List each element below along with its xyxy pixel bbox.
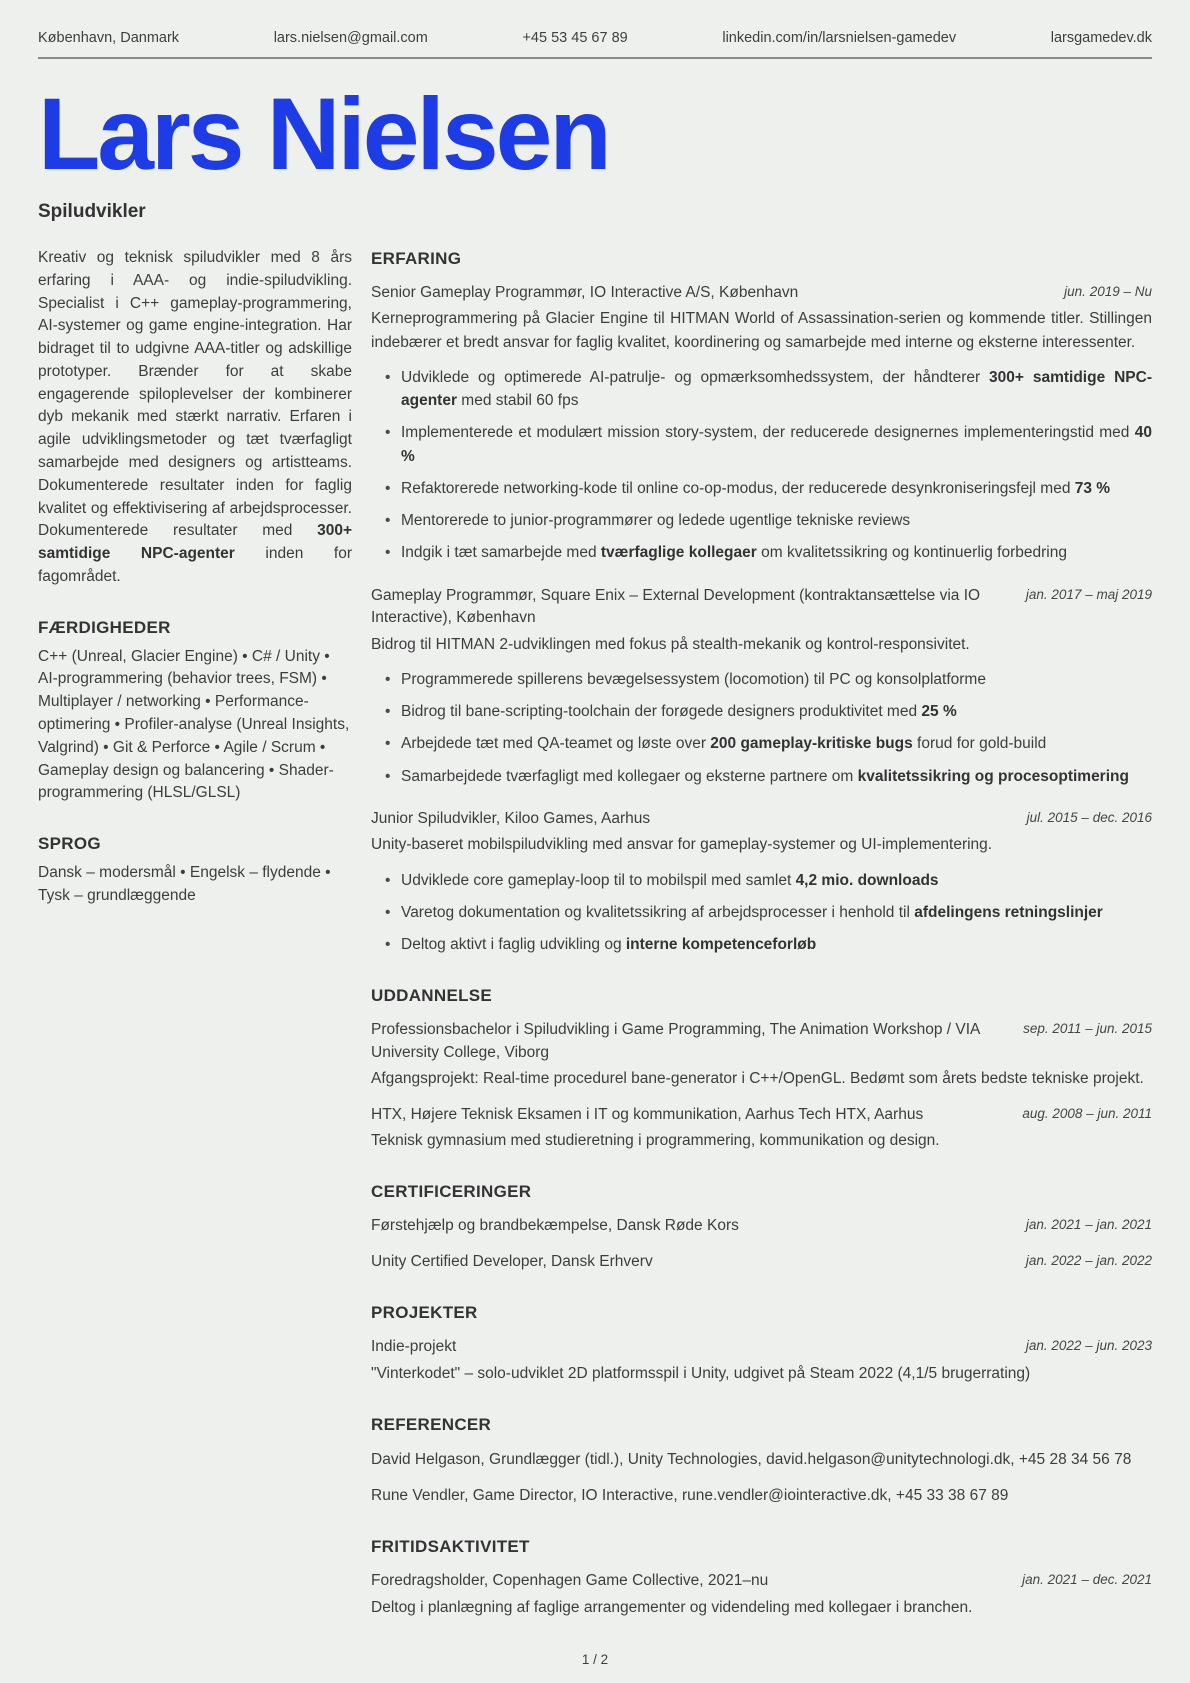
page-number: 1 / 2 xyxy=(581,1652,609,1667)
entry-description: "Vinterkodet" – solo-udviklet 2D platformsspil i Unity, udgivet på Steam 2022 (4,1/5 brugerrating) xyxy=(371,1364,1031,1382)
entry-title: Gameplay Programmør, Square Enix – External Development (kontraktansættelse via IO Interactive), København xyxy=(371,586,981,627)
bold-text: interne kompetenceforløb xyxy=(625,936,817,954)
entry-description: Teknisk gymnasium med studieretning i programmering, kommunikation og design. xyxy=(371,1132,940,1150)
bold-text: 300+ samtidige NPC-agenter xyxy=(401,368,1152,410)
resume-entry xyxy=(371,1448,1152,1471)
bold-text: 25 % xyxy=(921,703,957,721)
person-job-title: Spiludvikler xyxy=(38,201,146,222)
text: Varetog dokumentation og kvalitetssikring af arbejdsprocesser i henhold til xyxy=(401,903,915,921)
resume-section xyxy=(371,986,1152,1152)
right-column xyxy=(371,247,1152,1619)
text: Deltog aktivt i faglig udvikling og xyxy=(401,936,626,954)
bold-text: kvalitetssikring og procesoptimering xyxy=(857,767,1129,785)
section-heading: REFERENCER xyxy=(371,1414,492,1434)
left-section-heading: SPROG xyxy=(38,834,101,854)
bullet-item xyxy=(385,668,1152,691)
resume-entry xyxy=(371,282,1152,565)
text: Indgik i tæt samarbejde med xyxy=(401,544,601,562)
text: inden for fagområdet. xyxy=(38,545,352,585)
bullet-item xyxy=(385,700,1152,723)
bold-text: 300+ samtidige NPC-agenter xyxy=(38,522,352,563)
left-column xyxy=(38,247,352,1619)
contact-item: lars.nielsen@gmail.com xyxy=(273,30,428,46)
bullet-item xyxy=(385,901,1152,924)
contact-item: +45 53 45 67 89 xyxy=(522,30,628,46)
resume-entry xyxy=(371,1019,1152,1090)
bullet-item xyxy=(385,541,1152,564)
resume-section xyxy=(371,1415,1152,1508)
resume-entry xyxy=(371,1484,1152,1507)
bullet-item xyxy=(385,509,1152,532)
text: Mentorerede to junior-programmører og ledede ugentlige tekniske reviews xyxy=(401,512,911,530)
entry-title: Professionsbachelor i Spiludvikling i Game Programming, The Animation Workshop / VIA University College, Viborg xyxy=(371,1021,980,1061)
text: med stabil 60 fps xyxy=(457,392,579,410)
entry-date: jun. 2019 – Nu xyxy=(1064,284,1152,299)
entry-description: Deltog i planlægning af faglige arrangementer og videndeling med kollegaer i branchen. xyxy=(371,1598,973,1616)
text: forud for gold-build xyxy=(912,735,1047,753)
resume-section xyxy=(371,249,1152,956)
contact-item: linkedin.com/in/larsnielsen-gamedev xyxy=(722,30,957,46)
resume-entry xyxy=(371,1336,1152,1385)
entry-description: Kerneprogrammering på Glacier Engine til HITMAN World of Assassination-serien og kommende titler. Stillingen indebærer et bredt ansvar for faglig kvalitet, koordinering og samarbejde med interne og eksterne interessenter. xyxy=(371,310,1152,351)
entry-date: jan. 2021 – dec. 2021 xyxy=(1022,1572,1152,1588)
resume-entry xyxy=(371,1570,1152,1619)
bullet-item xyxy=(385,366,1152,413)
content-columns xyxy=(38,247,1152,1619)
entry-header xyxy=(371,282,1152,304)
resume-entry xyxy=(371,1215,1152,1237)
resume-entry xyxy=(371,808,1152,956)
entry-header xyxy=(371,1019,1152,1064)
text: Udviklede core gameplay-loop til to mobilspil med samlet xyxy=(401,871,796,889)
text: Samarbejdede tværfagligt med kollegaer og eksterne partnere om xyxy=(401,767,858,785)
entry-description: Bidrog til HITMAN 2-udviklingen med fokus på stealth-mekanik og kontrol-responsivitet. xyxy=(371,635,970,653)
entry-header xyxy=(371,1104,1152,1126)
entry-date: jan. 2022 – jan. 2022 xyxy=(1025,1252,1152,1268)
entry-date: jan. 2017 – maj 2019 xyxy=(1025,586,1152,602)
bold-text: 4,2 mio. downloads xyxy=(795,871,939,889)
entry-title: Indie-projekt xyxy=(371,1338,457,1356)
entry-header xyxy=(371,1215,1152,1237)
text: Kreativ og teknisk spiludvikler med 8 års erfaring i AAA- og indie-spiludvikling. Specialist i C++ gameplay-programmering, AI-systemer og game engine-integration. Har bidraget til to udgivne AAA-titler og adskillige prototyper. Brænder for at skabe engagerende spiloplevelser der kombinerer dyb mekanik med stærkt narrativ. Erfaren i agile udviklingsmetoder og tæt tværfagligt samarbejde med designers og artistteams. Dokumenterede resultater inden for faglig kvalitet og effektivisering af arbejdsprocesser. Dokumenterede resultater med xyxy=(38,249,352,540)
header-divider xyxy=(38,57,1152,59)
entry-title: Junior Spiludvikler, Kiloo Games, Aarhus xyxy=(371,809,651,827)
bullet-item xyxy=(385,477,1152,500)
bold-text: afdelingens retningslinjer xyxy=(914,903,1103,921)
bold-text: 200 gameplay-kritiske bugs xyxy=(710,735,913,753)
entry-title: Foredragsholder, Copenhagen Game Collective, 2021–nu xyxy=(371,1572,769,1590)
person-name: Lars Nielsen xyxy=(38,77,609,191)
left-section-body: C++ (Unreal, Glacier Engine) • C# / Unity • AI-programmering (behavior trees, FSM) • Multiplayer / networking • Performance-optimering • Profiler-analyse (Unreal Insights, Valgrind) • Git & Perforce • Agile / Scrum • Gameplay design og balancering • Shader-programmering (HLSL/GLSL) xyxy=(38,647,350,802)
bullet-item xyxy=(385,765,1152,788)
text: Refaktorerede networking-kode til online co-op-modus, der reducerede desynkroniseringsfejl med xyxy=(401,479,1075,497)
entry-title: Senior Gameplay Programmør, IO Interactive A/S, København xyxy=(371,284,799,301)
bold-text: 40 % xyxy=(401,424,1152,465)
entry-date: jan. 2021 – jan. 2021 xyxy=(1025,1217,1152,1233)
section-heading: UDDANNELSE xyxy=(371,986,493,1006)
bullet-item xyxy=(385,933,1152,956)
entry-title: Førstehjælp og brandbekæmpelse, Dansk Røde Kors xyxy=(371,1217,739,1235)
bold-text: 73 % xyxy=(1074,479,1111,497)
section-heading: PROJEKTER xyxy=(371,1303,478,1323)
resume-section xyxy=(371,1303,1152,1385)
text: om kvalitetssikring og kontinuerlig forbedring xyxy=(756,544,1067,562)
section-heading: FRITIDSAKTIVITET xyxy=(371,1537,530,1557)
section-heading: CERTIFICERINGER xyxy=(371,1182,532,1202)
left-section-body: Dansk – modersmål • Engelsk – flydende • Tysk – grundlæggende xyxy=(38,864,331,904)
entry-date: jan. 2022 – jun. 2023 xyxy=(1025,1338,1152,1354)
bold-text: tværfaglige kollegaer xyxy=(600,544,757,562)
entry-description: Afgangsprojekt: Real-time procedurel bane-generator i C++/OpenGL. Bedømt som årets bedste tekniske projekt. xyxy=(371,1070,1144,1088)
entry-header xyxy=(371,585,1152,630)
bullet-item xyxy=(385,869,1152,892)
left-section-heading: FÆRDIGHEDER xyxy=(38,617,171,637)
entry-header xyxy=(371,1251,1152,1273)
entry-bullets xyxy=(371,668,1152,788)
section-heading: ERFARING xyxy=(371,249,462,268)
resume-section xyxy=(371,1537,1152,1619)
summary-paragraph xyxy=(38,247,352,589)
entry-date: sep. 2011 – jun. 2015 xyxy=(1023,1021,1152,1037)
entry-date: jul. 2015 – dec. 2016 xyxy=(1026,809,1152,825)
text: Implementerede et modulært mission story-system, der reducerede designernes implementeringstid med xyxy=(401,424,1135,442)
resume-entry xyxy=(371,585,1152,788)
entry-header xyxy=(371,1570,1152,1592)
bullet-item xyxy=(385,421,1152,468)
left-sections xyxy=(38,616,352,908)
entry-header xyxy=(371,1336,1152,1358)
entry-bullets xyxy=(371,366,1152,565)
entry-description: Rune Vendler, Game Director, IO Interactive, rune.vendler@iointeractive.dk, +45 33 38 67 89 xyxy=(371,1487,1009,1505)
entry-description: David Helgason, Grundlægger (tidl.), Unity Technologies, david.helgason@unitytechnologi.dk, +45 28 34 56 78 xyxy=(371,1450,1132,1468)
resume-entry xyxy=(371,1251,1152,1273)
entry-bullets xyxy=(371,869,1152,957)
entry-title: HTX, Højere Teknisk Eksamen i IT og kommunikation, Aarhus Tech HTX, Aarhus xyxy=(371,1105,924,1123)
entry-title: Unity Certified Developer, Dansk Erhverv xyxy=(371,1252,653,1270)
text: Bidrog til bane-scripting-toolchain der forøgede designers produktivitet med xyxy=(401,703,922,721)
text: Udviklede og optimerede AI-patrulje- og opmærksomhedssystem, der håndterer xyxy=(401,368,990,386)
bullet-item xyxy=(385,732,1152,755)
contact-bar xyxy=(38,0,1152,46)
resume-entry xyxy=(371,1104,1152,1153)
entry-description: Unity-baseret mobilspiludvikling med ansvar for gameplay-systemer og UI-implementering. xyxy=(371,836,993,854)
text: Programmerede spillerens bevægelsessystem (locomotion) til PC og konsolplatforme xyxy=(401,670,986,688)
contact-item: larsgamedev.dk xyxy=(1050,30,1152,46)
resume-section xyxy=(371,1182,1152,1273)
contact-item: København, Danmark xyxy=(38,30,180,46)
text: Arbejdede tæt med QA-teamet og løste over xyxy=(401,735,711,753)
entry-header xyxy=(371,808,1152,830)
entry-date: aug. 2008 – jun. 2011 xyxy=(1022,1105,1152,1121)
